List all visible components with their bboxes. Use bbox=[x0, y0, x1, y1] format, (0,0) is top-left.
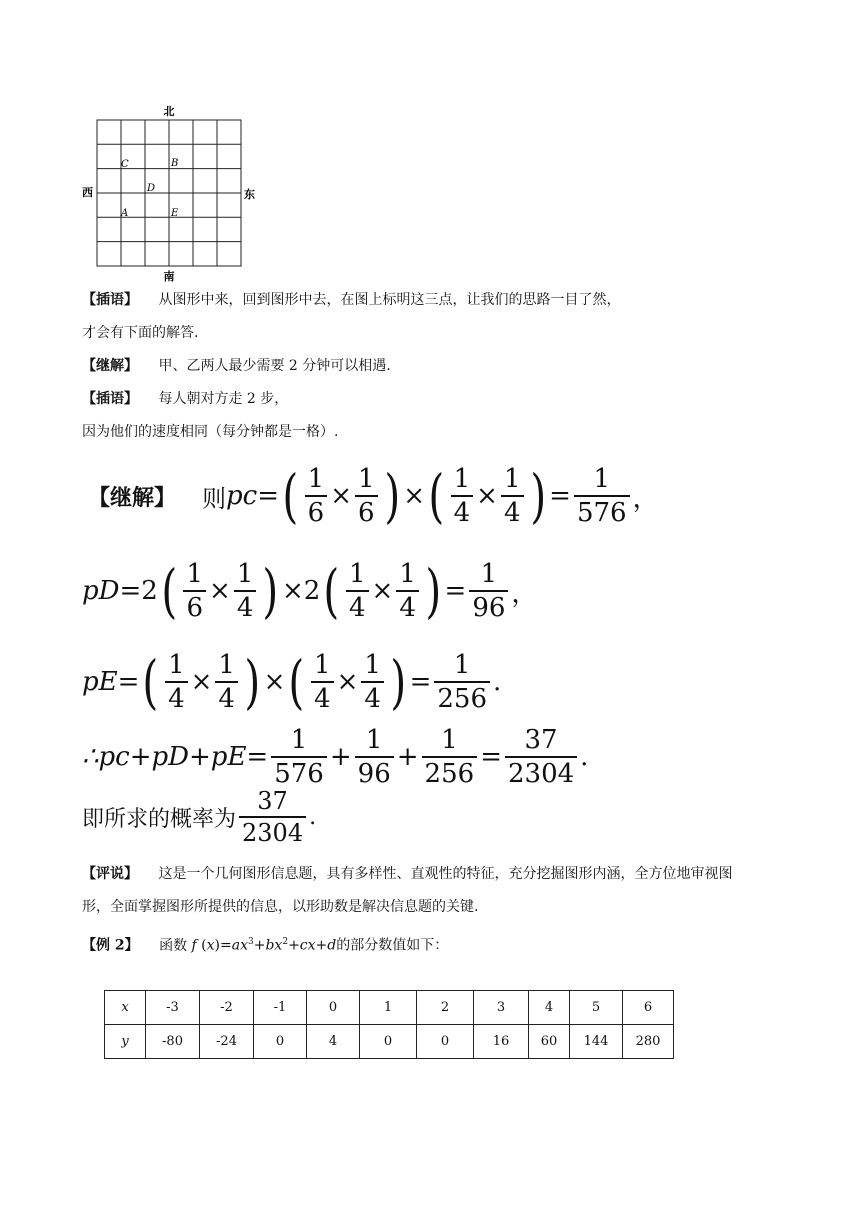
table-cell: -24 bbox=[200, 1025, 254, 1059]
pe-label: pE= bbox=[82, 667, 140, 697]
times-sign: × bbox=[371, 576, 394, 606]
point-b: B bbox=[171, 158, 179, 169]
term-d: d bbox=[327, 937, 337, 954]
table-cell: 144 bbox=[570, 1025, 623, 1059]
plus-sign: + bbox=[396, 742, 419, 772]
insert-note-1 bbox=[82, 290, 620, 310]
fraction-result: $\frac{1}{256}$ bbox=[434, 650, 490, 714]
left-paren: ( bbox=[323, 557, 340, 625]
times-sign: × bbox=[209, 576, 231, 606]
north-label: 北 bbox=[163, 105, 175, 118]
tag-commentary: 【评说】 bbox=[82, 866, 138, 882]
east-label: 东 bbox=[244, 188, 255, 201]
fraction: $\frac{1}{4}$ bbox=[215, 650, 238, 714]
continued-solution-1 bbox=[82, 356, 391, 376]
table-cell: -80 bbox=[146, 1025, 200, 1059]
table-cell: 0 bbox=[254, 1025, 307, 1059]
fraction: $\frac{1}{4}$ bbox=[451, 464, 474, 528]
table-cell: -1 bbox=[254, 991, 307, 1025]
fraction: $\frac{1}{256}$ bbox=[422, 725, 478, 789]
final-text: 即所求的概率为 bbox=[82, 806, 237, 832]
fraction: $\frac{1}{4}$ bbox=[165, 650, 188, 714]
plus-sign: + bbox=[329, 742, 352, 772]
equals-sign: = bbox=[409, 667, 432, 697]
then-word: 则 bbox=[202, 484, 227, 513]
left-paren: ( bbox=[428, 462, 445, 530]
left-paren: ( bbox=[142, 648, 159, 716]
sum-label: ∴pc+pD+pE= bbox=[82, 742, 269, 772]
example-2: 【例 2】 函数 f $(x)=ax^3+bx^2+cx+d$的部分数值如下： bbox=[82, 937, 449, 954]
period: . bbox=[309, 804, 317, 830]
right-paren: ) bbox=[383, 462, 400, 530]
pd-label: pD= bbox=[82, 576, 142, 606]
insert-note-2-continuation: 因为他们的速度相同（每分钟都是一格）. bbox=[82, 424, 339, 440]
commentary-text: 这是一个几何图形信息题，具有多样性、直观性的特征，充分挖掘图形内涵，全方位地审视图 bbox=[158, 866, 733, 882]
equals-sign: = bbox=[444, 576, 467, 606]
compass-grid-diagram bbox=[78, 100, 268, 285]
right-paren: ) bbox=[244, 648, 261, 716]
tag-example-2: 【例 2】 bbox=[82, 937, 139, 954]
fraction-result: $\frac{37}{2304}$ bbox=[505, 725, 577, 789]
table-cell: 16 bbox=[474, 1025, 529, 1059]
times-sign: × bbox=[282, 576, 304, 606]
formula-sum bbox=[82, 725, 588, 789]
fraction: $\frac{1}{4}$ bbox=[311, 650, 334, 714]
table-row-x bbox=[105, 991, 674, 1025]
table-cell: 1 bbox=[360, 991, 417, 1025]
right-paren: ) bbox=[262, 557, 279, 625]
table-cell: 2 bbox=[417, 991, 474, 1025]
table-cell: 6 bbox=[623, 991, 674, 1025]
fraction: $\frac{1}{4}$ bbox=[234, 559, 257, 623]
right-paren: ) bbox=[529, 462, 546, 530]
fraction: $\frac{1}{4}$ bbox=[501, 464, 524, 528]
comma: ， bbox=[632, 483, 659, 514]
pc-label: pc= bbox=[226, 481, 280, 511]
term-ax: ax bbox=[231, 937, 248, 954]
tag-insert-1: 【插语】 bbox=[82, 292, 138, 308]
fraction: $\frac{1}{6}$ bbox=[355, 464, 378, 528]
values-table-wrap bbox=[104, 990, 674, 1059]
point-d: D bbox=[147, 183, 156, 194]
point-a: A bbox=[121, 208, 129, 219]
tag-insert-2: 【插语】 bbox=[82, 391, 138, 407]
table-header-cell: x bbox=[105, 991, 146, 1025]
fraction-result: $\frac{1}{576}$ bbox=[574, 464, 630, 528]
insert-note-2 bbox=[82, 389, 288, 409]
table-cell: 0 bbox=[307, 991, 360, 1025]
right-paren: ) bbox=[390, 648, 407, 716]
left-paren: ( bbox=[288, 648, 305, 716]
table-cell: -3 bbox=[146, 991, 200, 1025]
west-label: 西 bbox=[82, 186, 93, 199]
table-cell: 5 bbox=[570, 991, 623, 1025]
commentary bbox=[82, 864, 732, 884]
table-cell: 4 bbox=[529, 991, 570, 1025]
times-sign: × bbox=[476, 481, 498, 511]
point-c: C bbox=[121, 159, 129, 170]
example-2-prefix: 函数 bbox=[159, 937, 192, 954]
period: . bbox=[493, 667, 502, 697]
fraction: $\frac{1}{4}$ bbox=[361, 650, 384, 714]
grid-svg bbox=[78, 100, 268, 285]
fraction: $\frac{1}{4}$ bbox=[346, 559, 369, 623]
table-cell: 3 bbox=[474, 991, 529, 1025]
table-header-cell: y bbox=[105, 1025, 146, 1059]
var-x: x bbox=[206, 937, 215, 954]
equals-sign: = bbox=[549, 481, 571, 511]
table-cell: 280 bbox=[623, 1025, 674, 1059]
commentary-continuation: 形，全面掌握图形所提供的信息，以形助数是解决信息题的关键. bbox=[82, 899, 479, 915]
comma: ， bbox=[511, 578, 538, 609]
left-paren: ( bbox=[161, 557, 178, 625]
term-cx: cx bbox=[299, 937, 316, 954]
insert-note-1-text: 从图形中来，回到图形中去，在图上标明这三点，让我们的思路一目了然， bbox=[158, 292, 621, 308]
fraction: $\frac{1}{6}$ bbox=[183, 559, 206, 623]
left-paren: ( bbox=[282, 462, 299, 530]
right-paren: ) bbox=[425, 557, 442, 625]
table-cell: 4 bbox=[307, 1025, 360, 1059]
fraction: $\frac{1}{576}$ bbox=[271, 725, 327, 789]
times-sign: × bbox=[403, 481, 425, 511]
formula-pe bbox=[82, 644, 501, 720]
example-2-suffix: 的部分数值如下： bbox=[336, 937, 449, 954]
insert-note-1-continuation: 才会有下面的解答. bbox=[82, 325, 199, 341]
tag-continue-2: 【继解】 bbox=[88, 485, 177, 511]
fraction: $\frac{1}{6}$ bbox=[305, 464, 328, 528]
insert-note-2-text: 每人朝对方走 2 步， bbox=[158, 391, 289, 407]
fraction: $\frac{1}{4}$ bbox=[396, 559, 419, 623]
table-cell: 60 bbox=[529, 1025, 570, 1059]
coefficient: 2 bbox=[303, 576, 321, 606]
formula-pd bbox=[82, 553, 537, 629]
times-sign: × bbox=[263, 667, 286, 697]
table-cell: 0 bbox=[417, 1025, 474, 1059]
equals-sign: = bbox=[480, 742, 502, 772]
times-sign: × bbox=[330, 481, 352, 511]
fraction: $\frac{1}{96}$ bbox=[355, 725, 394, 789]
times-sign: × bbox=[336, 667, 359, 697]
south-label: 南 bbox=[163, 270, 175, 283]
continued-solution-1-text: 甲、乙两人最少需要 2 分钟可以相遇. bbox=[158, 358, 391, 374]
term-bx: bx bbox=[265, 937, 283, 954]
times-sign: × bbox=[190, 667, 213, 697]
fraction-result: $\frac{1}{96}$ bbox=[469, 559, 508, 623]
period: . bbox=[580, 742, 589, 772]
formula-pc bbox=[88, 458, 659, 534]
coefficient: 2 bbox=[141, 576, 158, 606]
values-table bbox=[104, 990, 674, 1059]
point-e: E bbox=[171, 208, 179, 219]
tag-continue-1: 【继解】 bbox=[82, 358, 138, 374]
func-f: f bbox=[191, 937, 197, 954]
table-cell: 0 bbox=[360, 1025, 417, 1059]
fraction-result: $\frac{37}{2304}$ bbox=[239, 787, 306, 847]
table-cell: -2 bbox=[200, 991, 254, 1025]
table-row-y bbox=[105, 1025, 674, 1059]
formula-final bbox=[82, 787, 316, 847]
